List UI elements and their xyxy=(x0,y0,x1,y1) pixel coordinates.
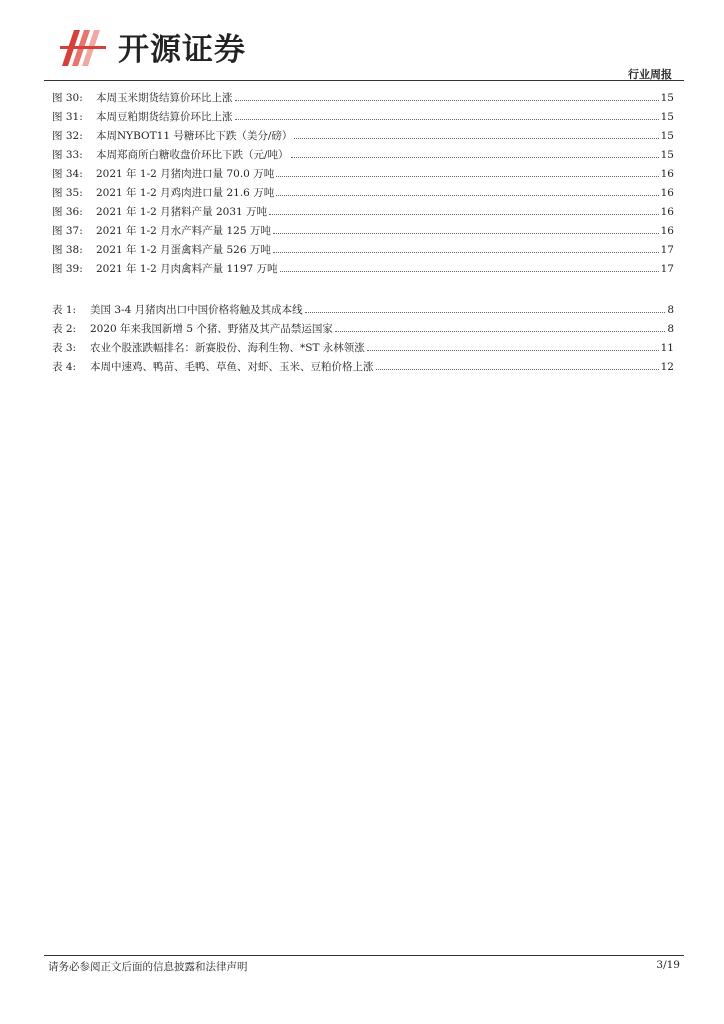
leader-dots xyxy=(280,260,659,272)
figure-entry[interactable] xyxy=(52,260,674,279)
figure-label: 图 36: xyxy=(52,206,83,218)
figure-entry[interactable] xyxy=(52,146,674,165)
leader-dots xyxy=(305,301,666,313)
leader-dots xyxy=(235,89,659,101)
figure-label: 图 37: xyxy=(52,225,83,237)
figure-label: 图 32: xyxy=(52,130,83,142)
figure-entry[interactable] xyxy=(52,222,674,241)
figure-label: 图 39: xyxy=(52,263,83,275)
page-header xyxy=(52,18,682,82)
leader-dots xyxy=(335,320,665,332)
figure-title: 2021 年 1-2 月蛋禽料产量 526 万吨 xyxy=(96,244,271,256)
figure-label: 图 35: xyxy=(52,187,83,199)
figure-page: 16 xyxy=(660,168,674,180)
figure-entry[interactable] xyxy=(52,108,674,127)
figure-title: 2021 年 1-2 月猪肉进口量 70.0 万吨 xyxy=(96,168,275,180)
figure-label: 图 30: xyxy=(52,92,83,104)
figure-label: 图 34: xyxy=(52,168,83,180)
figure-entry[interactable] xyxy=(52,184,674,203)
table-label: 表 3: xyxy=(52,342,77,354)
table-label: 表 1: xyxy=(52,304,77,316)
figure-page: 17 xyxy=(660,263,674,275)
footer-divider xyxy=(44,955,684,956)
leader-dots xyxy=(367,339,659,351)
brand-logo xyxy=(58,22,246,70)
leader-dots xyxy=(273,222,659,234)
figure-page: 16 xyxy=(660,187,674,199)
table-page: 8 xyxy=(667,304,674,316)
table-page: 12 xyxy=(660,361,674,373)
header-divider xyxy=(44,80,684,81)
leader-dots xyxy=(276,165,658,177)
figure-label: 图 31: xyxy=(52,111,83,123)
table-title: 2020 年来我国新增 5 个猪、野猪及其产品禁运国家 xyxy=(90,323,333,335)
figure-entry[interactable] xyxy=(52,127,674,146)
figure-page: 15 xyxy=(660,111,674,123)
figure-list xyxy=(52,89,674,279)
figure-label: 图 33: xyxy=(52,149,83,161)
leader-dots xyxy=(235,108,659,120)
figure-title: 2021 年 1-2 月水产料产量 125 万吨 xyxy=(96,225,271,237)
leader-dots xyxy=(273,241,659,253)
figure-title: 2021 年 1-2 月肉禽料产量 1197 万吨 xyxy=(96,263,278,275)
table-title: 美国 3-4 月猪肉出口中国价格将触及其成本线 xyxy=(90,304,303,316)
figure-page: 15 xyxy=(660,149,674,161)
table-entry[interactable] xyxy=(52,358,674,377)
table-page: 11 xyxy=(660,342,674,354)
leader-dots xyxy=(294,127,658,139)
figure-page: 17 xyxy=(660,244,674,256)
figure-page: 16 xyxy=(660,206,674,218)
table-label: 表 2: xyxy=(52,323,77,335)
figure-entry[interactable] xyxy=(52,203,674,222)
figure-title: 2021 年 1-2 月猪料产量 2031 万吨 xyxy=(96,206,268,218)
footer-disclaimer: 请务必参阅正文后面的信息披露和法律声明 xyxy=(48,961,248,973)
figure-title: 本周郑商所白糖收盘价环比下跌（元/吨） xyxy=(96,149,289,161)
kaiyuan-logo-icon xyxy=(58,22,110,70)
table-page: 8 xyxy=(667,323,674,335)
logo-text: 开源证券 xyxy=(118,31,246,68)
figure-entry[interactable] xyxy=(52,89,674,108)
figure-title: 本周豆粕期货结算价环比上涨 xyxy=(96,111,233,123)
leader-dots xyxy=(376,358,659,370)
section-name: 行业周报 xyxy=(628,68,672,81)
leader-dots xyxy=(269,203,659,215)
leader-dots xyxy=(291,146,659,158)
table-list xyxy=(52,301,674,377)
table-title: 农业个股涨跌幅排名：新赛股份、海利生物、*ST 永林领涨 xyxy=(90,342,365,354)
leader-dots xyxy=(276,184,658,196)
page-number: 3/19 xyxy=(656,959,680,971)
table-entry[interactable] xyxy=(52,301,674,320)
table-label: 表 4: xyxy=(52,361,77,373)
figure-page: 16 xyxy=(660,225,674,237)
table-entry[interactable] xyxy=(52,320,674,339)
table-entry[interactable] xyxy=(52,339,674,358)
figure-entry[interactable] xyxy=(52,241,674,260)
figure-page: 15 xyxy=(660,92,674,104)
figure-title: 本周玉米期货结算价环比上涨 xyxy=(96,92,233,104)
figure-entry[interactable] xyxy=(52,165,674,184)
figure-page: 15 xyxy=(660,130,674,142)
table-title: 本周中速鸡、鸭苗、毛鸭、草鱼、对虾、玉米、豆粕价格上涨 xyxy=(90,361,374,373)
figure-label: 图 38: xyxy=(52,244,83,256)
figure-title: 2021 年 1-2 月鸡肉进口量 21.6 万吨 xyxy=(96,187,275,199)
figure-title: 本周NYBOT11 号糖环比下跌（美分/磅） xyxy=(96,130,293,142)
